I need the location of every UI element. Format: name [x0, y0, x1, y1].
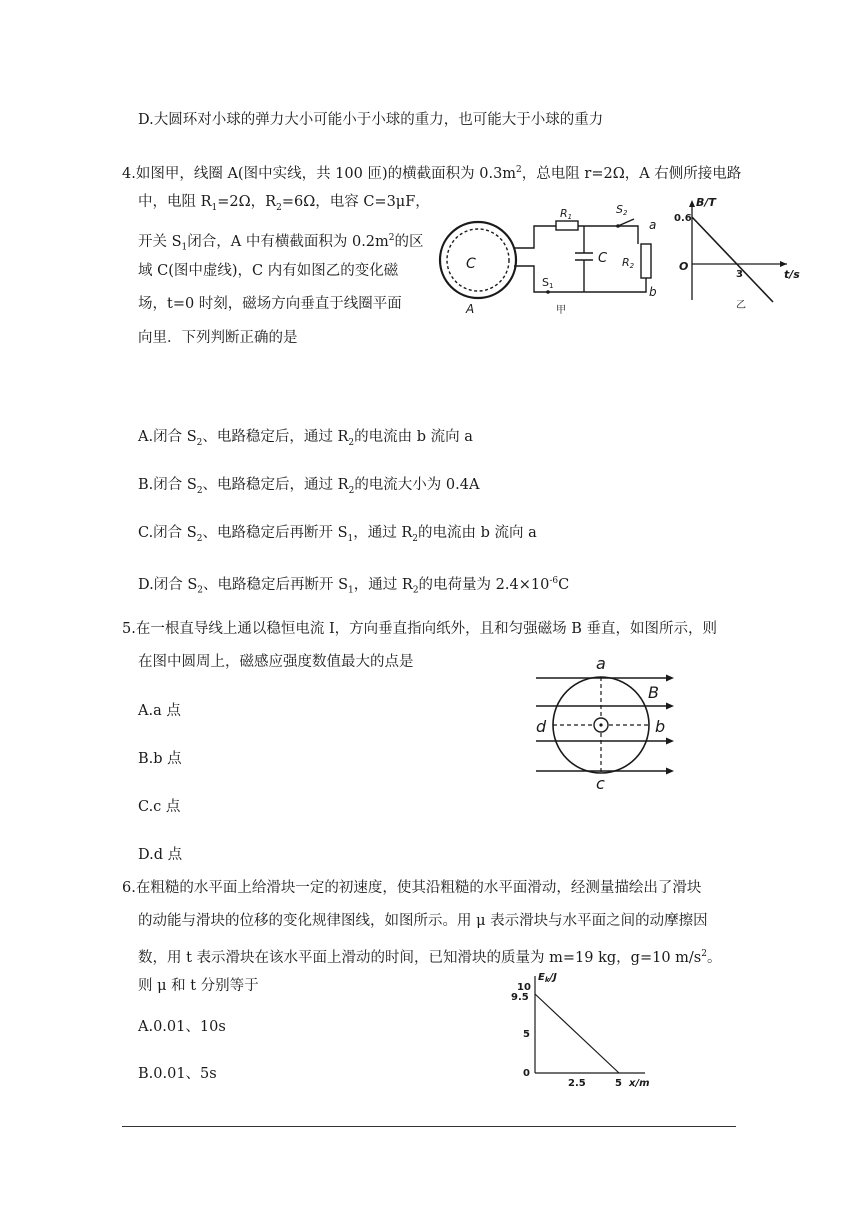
q6-option-a: A.0.01、10s [138, 1019, 226, 1035]
label-r2: R2 [622, 256, 635, 270]
resistor-r1 [556, 221, 578, 230]
tick-y-0: 0 [523, 1068, 530, 1079]
point-d: d [536, 717, 547, 736]
q6-option-b: B.0.01、5s [138, 1066, 217, 1082]
q4-stem-line1: 4.如图甲，线圈 A(图中实线，共 100 匝)的横截面积为 $0.3m^2$，总电阻 r=2Ω，A 右侧所接电路 [122, 165, 742, 182]
xlabel-x: x/m [629, 1078, 650, 1089]
label-s2: S2 [616, 203, 628, 217]
point-a: a [596, 654, 606, 673]
q4-stem-line5: 场，t=0 时刻，磁场方向垂直于线圈平面 [138, 296, 402, 312]
q4-option-b: B.闭合 $S_2$、电路稳定后，通过 $R_2$的电流大小为 0.4A [138, 477, 480, 496]
label-r1: R1 [560, 207, 573, 221]
label-a: a [649, 218, 657, 232]
ek-line [535, 994, 619, 1073]
q6-stem-line3: 数，用 t 表示滑块在该水平面上滑动的时间，已知滑块的质量为 m=19 kg，g=10 $m/s^2$。 [138, 949, 722, 966]
label-capacitor-c: C [598, 251, 608, 266]
q4-option-a: A.闭合 $S_2$、电路稳定后，通过 $R_2$的电流由 b 流向 a [138, 429, 473, 448]
label-coil-a: A [466, 302, 475, 316]
label-region-c: C [466, 256, 476, 272]
b-t-line [692, 217, 773, 302]
origin-o: O [679, 260, 689, 273]
q6-stem-line4: 则 μ 和 t 分别等于 [138, 978, 259, 994]
tick-y-9-5: 9.5 [511, 992, 529, 1003]
tick-y-5: 5 [523, 1029, 530, 1040]
region-c-dashed [447, 229, 509, 291]
tick-3: 3 [736, 269, 743, 280]
q6-ek-x-graph [505, 966, 665, 1091]
q5-option-a: A.a 点 [138, 703, 181, 719]
q4-circuit-figure [438, 200, 668, 325]
caption-jia: 甲 [556, 305, 566, 316]
q4-option-d: D.闭合 $S_2$、电路稳定后再断开 $S_1$，通过 $R_2$的电荷量为 $2.4\times 10^{-6}C$ [138, 576, 570, 596]
q6-stem-line2: 的动能与滑块的位移的变化规律图线，如图所示。用 μ 表示滑块与水平面之间的动摩擦因 [138, 913, 708, 929]
resistor-r2 [641, 244, 651, 278]
q4-stem-line2: 中，电阻 $R_1=2\Omega$，$R_2=6\Omega$，电容 C=3μF， [138, 194, 430, 213]
point-c: c [596, 774, 605, 793]
xlabel-t: t/s [784, 268, 800, 281]
tick-x-2-5: 2.5 [568, 1078, 586, 1089]
q5-field-figure [528, 652, 688, 794]
point-b: b [655, 717, 666, 736]
tick-y-10: 10 [517, 982, 531, 993]
q4-option-c: C.闭合 $S_2$、电路稳定后再断开 $S_1$，通过 $R_2$的电流由 b 流向 a [138, 525, 537, 544]
switch-s2 [618, 219, 634, 226]
caption-yi: 乙 [736, 300, 746, 311]
label-b: b [649, 285, 657, 299]
footer-rule [122, 1126, 736, 1127]
q3-option-d: D.大圆环对小球的弹力大小可能小于小球的重力，也可能大于小球的重力 [138, 112, 604, 128]
q5-option-c: C.c 点 [138, 799, 181, 815]
label-s1: S1 [542, 276, 554, 290]
q4-stem-line3: 开关 $S_1$闭合，A 中有横截面积为 $0.2m^2$的区 [138, 233, 424, 253]
ylabel-b: B/T [696, 196, 716, 209]
ylabel-ek: $E_k/J$ [538, 972, 557, 984]
q4-stem-line4: 域 C(图中虚线)，C 内有如图乙的变化磁 [138, 263, 399, 279]
q5-stem-line1: 5.在一根直导线上通以稳恒电流 I，方向垂直指向纸外，且和匀强磁场 B 垂直，如图所示，则 [122, 621, 718, 637]
q4-stem-line6: 向里．下列判断正确的是 [138, 330, 298, 346]
q5-stem-line2: 在图中圆周上，磁感应强度数值最大的点是 [138, 654, 414, 670]
tick-0-6: 0.6 [674, 213, 692, 224]
field-b-label: B [648, 683, 659, 702]
switch-s1 [546, 290, 550, 294]
q5-option-d: D.d 点 [138, 847, 183, 863]
q5-option-b: B.b 点 [138, 751, 182, 767]
q4-bt-graph [672, 192, 812, 317]
tick-x-5: 5 [615, 1078, 622, 1089]
q6-stem-line1: 6.在粗糙的水平面上给滑块一定的初速度，使其沿粗糙的水平面滑动，经测量描绘出了滑块 [122, 880, 702, 896]
coil-a-outer [440, 222, 516, 298]
